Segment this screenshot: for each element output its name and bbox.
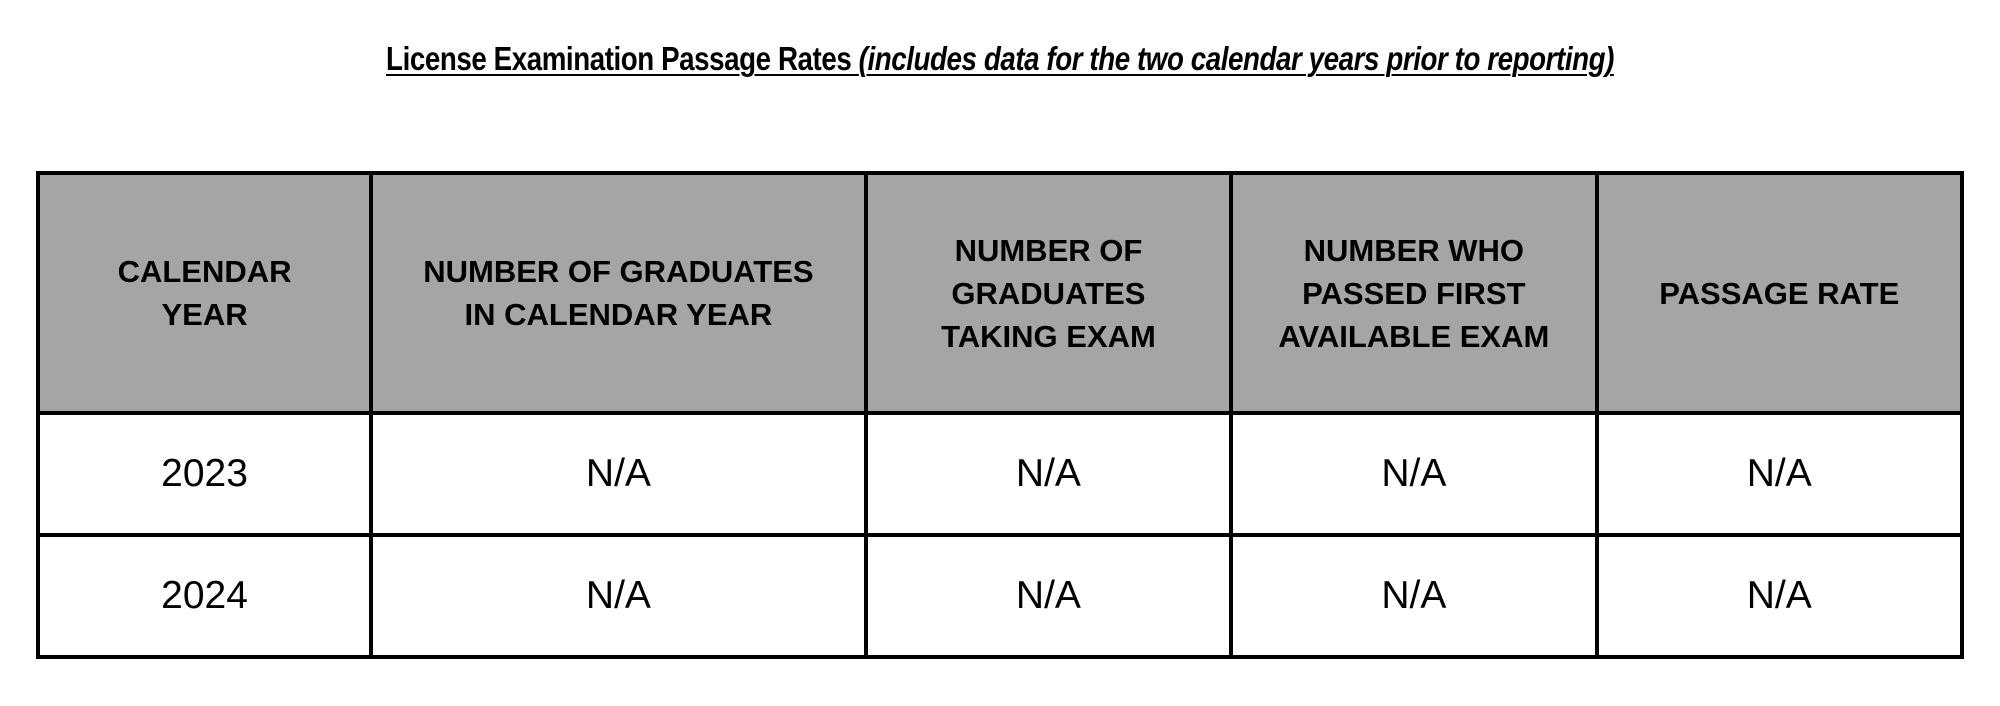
passage-rates-table xyxy=(36,171,1964,659)
header-graduates-taking-exam: NUMBER OF GRADUATES TAKING EXAM xyxy=(866,173,1231,413)
header-calendar-year: CALENDAR YEAR xyxy=(38,173,371,413)
header-passage-rate: PASSAGE RATE xyxy=(1597,173,1962,413)
title-main: License Examination Passage Rates xyxy=(386,40,859,77)
table-header-row xyxy=(38,173,1962,413)
cell-number-of-graduates: N/A xyxy=(371,413,866,535)
table-row xyxy=(38,413,1962,535)
header-number-of-graduates: NUMBER OF GRADUATES IN CALENDAR YEAR xyxy=(371,173,866,413)
cell-passed-first-exam: N/A xyxy=(1231,535,1596,657)
page-title xyxy=(160,40,1840,78)
title-subtitle: (includes data for the two calendar years prior to reporting) xyxy=(858,40,1614,77)
cell-number-of-graduates: N/A xyxy=(371,535,866,657)
cell-calendar-year: 2024 xyxy=(38,535,371,657)
cell-graduates-taking-exam: N/A xyxy=(866,413,1231,535)
cell-passed-first-exam: N/A xyxy=(1231,413,1596,535)
header-passed-first-exam: NUMBER WHO PASSED FIRST AVAILABLE EXAM xyxy=(1231,173,1596,413)
cell-graduates-taking-exam: N/A xyxy=(866,535,1231,657)
cell-calendar-year: 2023 xyxy=(38,413,371,535)
cell-passage-rate: N/A xyxy=(1597,413,1962,535)
table-row xyxy=(38,535,1962,657)
cell-passage-rate: N/A xyxy=(1597,535,1962,657)
